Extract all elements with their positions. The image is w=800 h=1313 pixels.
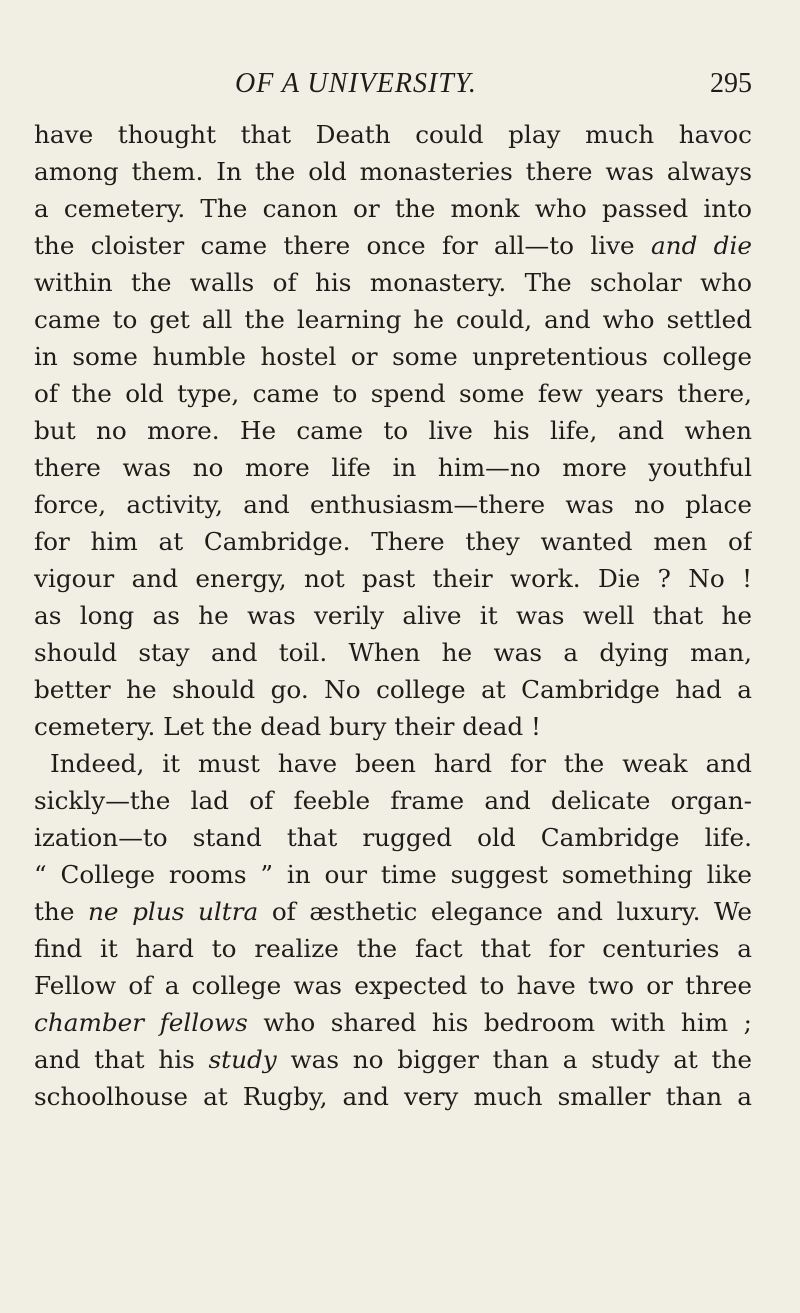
text-line-27: schoolhouse at Rugby, and very much smaller than a: [34, 1082, 752, 1111]
text-line-15: should stay and toil. When he was a dying man,: [34, 638, 752, 667]
text-line-12: for him at Cambridge. There they wanted men of: [34, 527, 752, 556]
running-title: OF A UNIVERSITY.: [235, 68, 477, 99]
italic-and-die: and die: [650, 231, 752, 260]
text-line-19: sickly—the lad of feeble frame and delicate organ-: [34, 786, 752, 815]
text-line-26: [34, 1041, 752, 1078]
text-fragment: and that his: [34, 1045, 195, 1074]
text-line-2: among them. In the old monasteries there was always: [34, 157, 752, 186]
text-line-8: of the old type, came to spend some few years there,: [34, 379, 752, 408]
text-line-11: force, activity, and enthusiasm—there was no place: [34, 490, 752, 519]
text-fragment: the: [34, 897, 75, 926]
page-number: 295: [710, 68, 752, 99]
text-fragment: of æsthetic elegance and luxury. We: [271, 897, 752, 926]
text-line-3: a cemetery. The canon or the monk who passed into: [34, 194, 752, 223]
italic-study: study: [208, 1045, 277, 1074]
text-line-16: better he should go. No college at Cambridge had a: [34, 675, 752, 704]
text-line-21: “ College rooms ” in our time suggest something like: [34, 860, 752, 889]
text-line-18: Indeed, it must have been hard for the weak and: [50, 749, 752, 778]
text-line-7: in some humble hostel or some unpretentious college: [34, 342, 752, 371]
text-fragment: the cloister came there once for all—to live: [34, 231, 635, 260]
text-line-14: as long as he was verily alive it was well that he: [34, 601, 752, 630]
text-line-5: within the walls of his monastery. The scholar who: [34, 268, 752, 297]
text-line-20: ization—to stand that rugged old Cambridge life.: [34, 823, 752, 852]
italic-chamber-fellows: chamber fellows: [34, 1008, 248, 1037]
text-line-10: there was no more life in him—no more youthful: [34, 453, 752, 482]
text-line-13: vigour and energy, not past their work. Die ? No !: [34, 564, 752, 593]
text-line-23: find it hard to realize the fact that for centuries a: [34, 934, 752, 963]
text-line-6: came to get all the learning he could, and who settled: [34, 305, 752, 334]
text-line-22: [34, 893, 752, 930]
body-text: [34, 116, 752, 1115]
running-head: [34, 68, 752, 116]
italic-ne-plus-ultra: ne plus ultra: [88, 897, 259, 926]
text-fragment: was no bigger than a study at the: [290, 1045, 752, 1074]
text-line-25: [34, 1004, 752, 1041]
text-line-17: cemetery. Let the dead bury their dead !: [34, 712, 541, 741]
text-line-24: Fellow of a college was expected to have two or three: [34, 971, 752, 1000]
text-line-1: have thought that Death could play much havoc: [34, 120, 752, 149]
text-fragment: who shared his bedroom with him ;: [263, 1008, 752, 1037]
text-line-9: but no more. He came to live his life, and when: [34, 416, 752, 445]
text-line-4: [34, 227, 752, 264]
